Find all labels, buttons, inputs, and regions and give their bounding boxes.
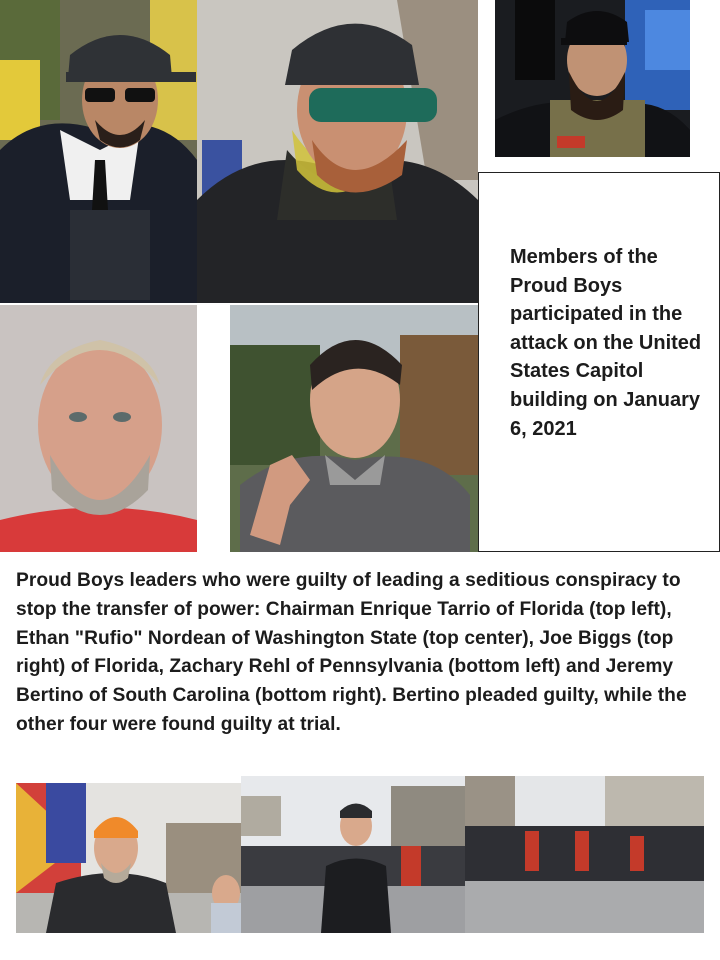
photo-strip-left	[16, 783, 241, 933]
photo-strip-center	[241, 776, 465, 933]
caption-box	[478, 172, 720, 552]
photo-bottom-left	[0, 305, 197, 552]
photo-strip-right	[465, 776, 704, 933]
caption-text: Members of the Proud Boys participated in the attack on the United States Capitol building on January 6, 2021	[510, 246, 702, 440]
photo-top-right	[495, 0, 690, 157]
photo-top-center	[197, 0, 478, 303]
main-paragraph: Proud Boys leaders who were guilty of leading a seditious conspiracy to stop the transfer of power: Chairman Enrique Tarrio of Florida (top left), Ethan "Rufio" Nordean of Washington State (top center), Joe Biggs (top right) of Florida, Zachary Rehl of Pennsylvania (bottom left) and Jeremy Bertino of South Carolina (bottom right). Bertino pleaded guilty, while the other four were found guilty at trial.	[16, 570, 687, 735]
photo-bottom-right	[230, 305, 478, 552]
photo-top-left	[0, 0, 197, 303]
